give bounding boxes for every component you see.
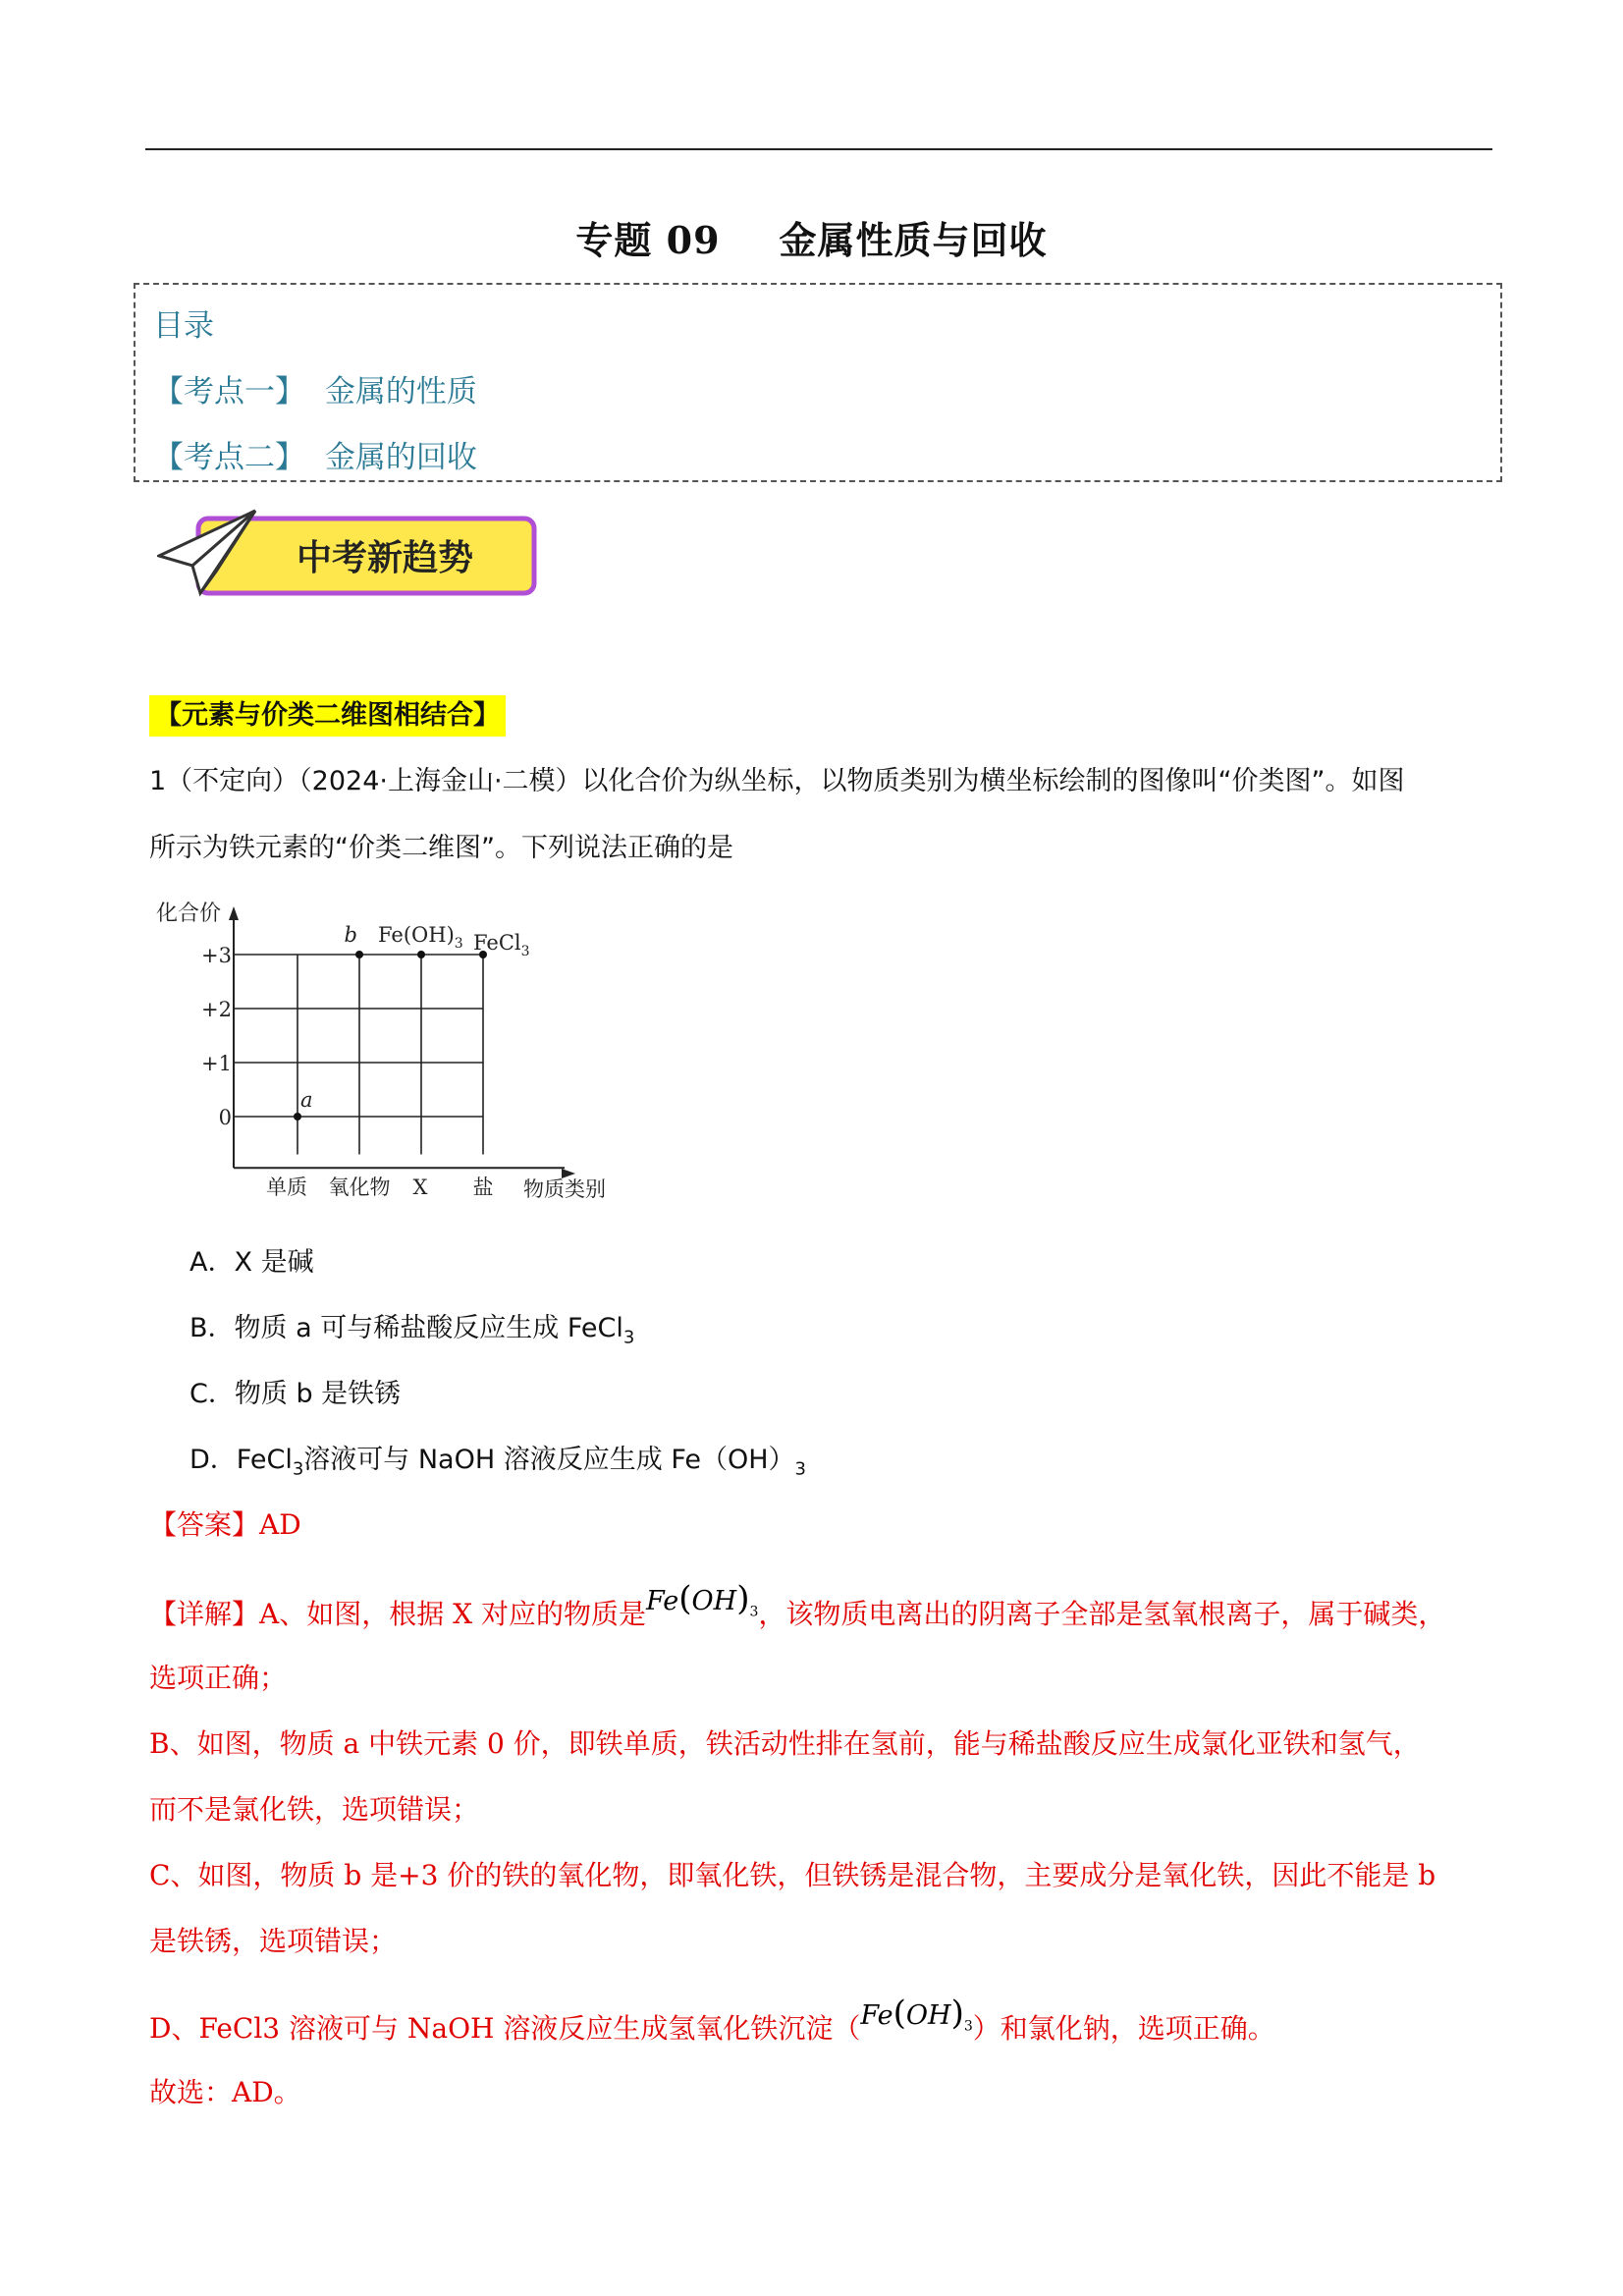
option-text: 物质 b 是铁锈 (234, 1379, 402, 1409)
option-a[interactable] (189, 1243, 314, 1283)
fe-oh3-formula: $Fe(OH)_3$ (860, 1994, 973, 2035)
option-text: 溶液可与 NaOH 溶液反应生成 Fe（OH） (303, 1445, 795, 1475)
answer-value: AD (259, 1508, 301, 1541)
title-prefix: 专题 09 (575, 218, 721, 262)
title-name: 金属性质与回收 (779, 218, 1048, 262)
toc-item-label: 金属的回收 (324, 440, 477, 475)
section-label: 【元素与价类二维图相结合】 (149, 695, 506, 737)
chart-points (294, 923, 530, 1121)
formula-subscript: 3 (963, 2018, 973, 2035)
x-tick-label: 单质 (266, 1175, 307, 1199)
option-letter: D． (189, 1445, 237, 1475)
detail-b-line-2: 而不是氯化铁，选项错误； (149, 1793, 480, 1826)
answer-tag: 【答案】 (149, 1508, 260, 1541)
header-rule (145, 148, 1492, 150)
x-axis-title: 物质类别 (523, 1177, 606, 1201)
point-label: a (300, 1088, 313, 1112)
formula-fe: Fe (645, 1586, 679, 1616)
x-tick-label: 盐 (472, 1175, 494, 1199)
detail-d-line (149, 1994, 1275, 2059)
detail-text: A、如图，根据 X 对应的物质是 (259, 1598, 646, 1630)
y-tick-label: +1 (201, 1052, 232, 1075)
y-axis-arrow (229, 906, 239, 920)
detail-c-line-1: C、如图，物质 b 是+3 价的铁的氧化物，即氧化铁，但铁锈是混合物，主要成分是氧化铁，因此不能是 b (149, 1859, 1436, 1891)
detail-text: ，该物质电离出的阴离子全部是氢氧根离子，属于碱类， (758, 1598, 1446, 1630)
banner-label: 中考新趋势 (296, 538, 474, 578)
toc-item-tag: 【考点一】 (153, 374, 305, 410)
question-line-2: 所示为铁元素的“价类二维图”。下列说法正确的是 (149, 833, 733, 863)
detail-c-line-2: 是铁锈，选项错误； (149, 1925, 398, 1957)
option-subscript: 3 (292, 1458, 304, 1480)
point-label: FeCl$_3$ (473, 931, 530, 959)
detail-tag: 【详解】 (149, 1598, 260, 1630)
option-pre: FeCl (236, 1445, 293, 1475)
detail-text: ）和氯化钠，选项正确。 (972, 2012, 1275, 2045)
page-title (0, 210, 1623, 264)
fe-oh3-formula: $Fe(OH)_3$ (645, 1579, 759, 1620)
detail-a-line-2: 选项正确； (149, 1662, 288, 1694)
toc-item-label: 金属的性质 (324, 374, 477, 410)
formula-oh: OH (691, 1586, 737, 1616)
option-letter: A． (189, 1247, 235, 1278)
y-tick-label: 0 (218, 1106, 232, 1129)
toc-heading: 目录 (153, 308, 214, 344)
detail-text: D、FeCl3 溶液可与 NaOH 溶液反应生成氢氧化铁沉淀（ (149, 2012, 861, 2045)
y-tick-label: +3 (201, 944, 232, 967)
toc-item-1[interactable] (153, 366, 477, 410)
x-tick-label: 氧化物 (328, 1175, 391, 1199)
data-point (417, 951, 425, 958)
valence-class-chart (147, 889, 628, 1213)
table-of-contents (134, 283, 1502, 482)
option-subscript: 3 (622, 1327, 635, 1348)
trend-banner (157, 507, 540, 601)
option-subscript: 3 (794, 1458, 806, 1480)
option-letter: B． (189, 1313, 235, 1343)
y-tick-label: +2 (201, 998, 232, 1021)
option-d[interactable] (189, 1441, 806, 1489)
data-point (355, 951, 363, 958)
x-tick-label: X (412, 1175, 428, 1199)
option-text: 物质 a 可与稀盐酸反应生成 FeCl (234, 1313, 623, 1343)
toc-item-tag: 【考点二】 (153, 440, 305, 475)
detail-a-line-1 (149, 1579, 1446, 1645)
option-b[interactable] (189, 1309, 634, 1357)
formula-oh: OH (905, 2000, 951, 2031)
question-line-1: 1（不定向）（2024·上海金山·二模）以化合价为纵坐标，以物质类别为横坐标绘制的图像叫“价类图”。如图 (149, 766, 1405, 796)
answer-line (149, 1505, 301, 1545)
formula-fe: Fe (860, 2000, 893, 2031)
y-axis-title: 化合价 (155, 902, 222, 926)
option-c[interactable] (189, 1375, 401, 1414)
formula-subscript: 3 (749, 1604, 759, 1620)
detail-conclusion: 故选：AD。 (149, 2076, 301, 2108)
point-label: $Fe(OH)_3$ (378, 923, 463, 952)
option-text: X 是碱 (234, 1247, 314, 1278)
toc-item-2[interactable] (153, 432, 477, 476)
point-label: b (344, 923, 357, 947)
option-letter: C． (189, 1379, 235, 1409)
chart-grid (234, 955, 483, 1155)
detail-b-line-1: B、如图，物质 a 中铁元素 0 价，即铁单质，铁活动性排在氢前，能与稀盐酸反应生成氯化亚铁和氢气， (149, 1727, 1421, 1760)
data-point (294, 1113, 301, 1121)
